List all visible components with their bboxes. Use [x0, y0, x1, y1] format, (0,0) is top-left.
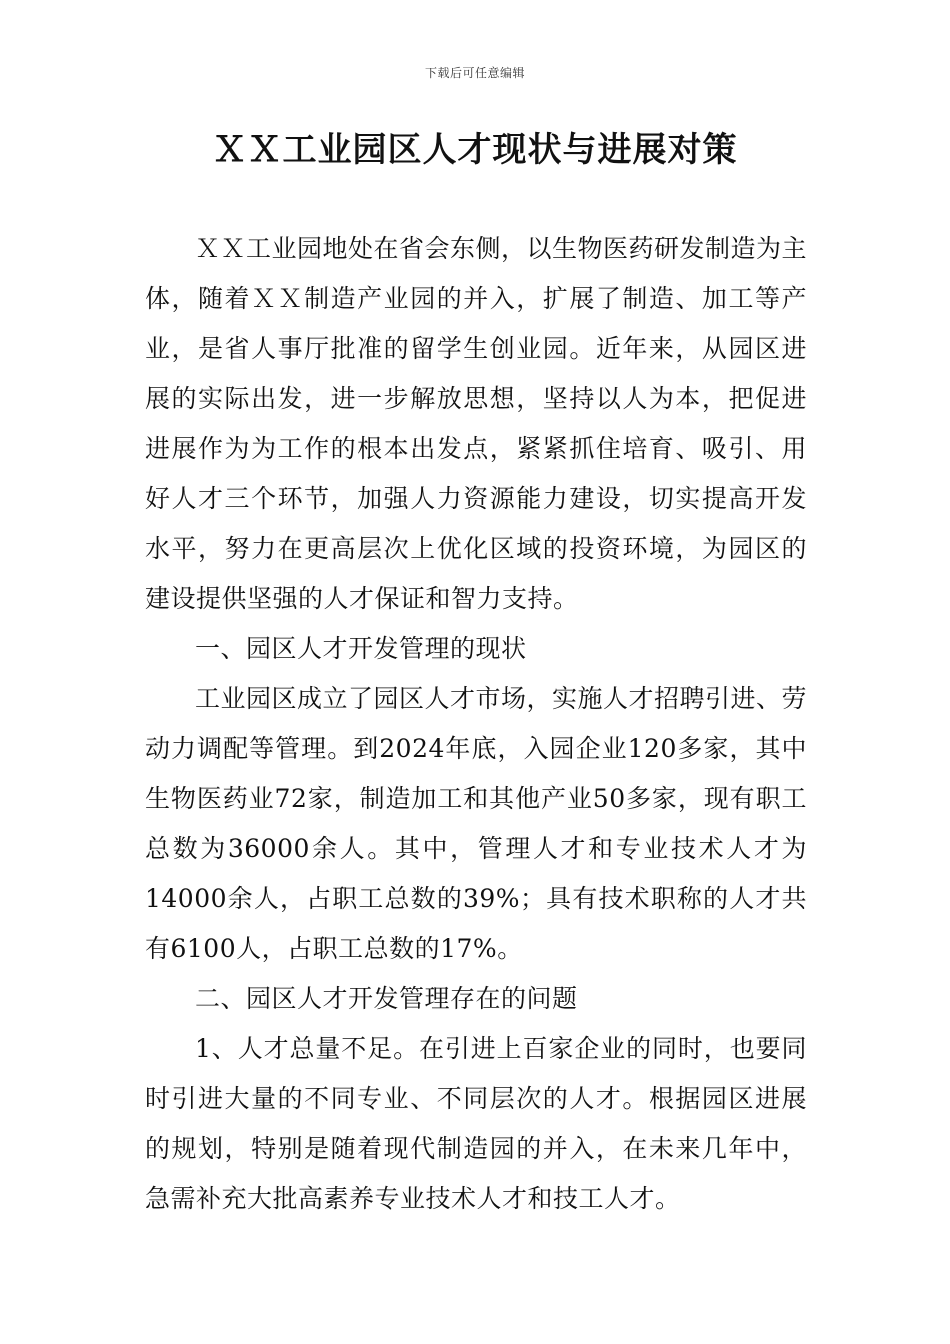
section-heading-problems: 二、园区人才开发管理存在的问题	[195, 984, 578, 1013]
header-note: 下载后可任意编辑	[424, 66, 525, 80]
paragraph-intro: ＸＸ工业园地处在省会东侧，以生物医药研发制造为主体，随着ＸＸ制造产业园的并入，扩展了制造、加工等产业，是省人事厅批准的留学生创业园。近年来，从园区进展的实际出发，进一步解放思想，坚持以人为本，把促进进展作为为工作的根本出发点，紧紧抓住培育、吸引、用好人才三个环节，加强人力资源能力建设，切实提高开发水平，努力在更高层次上优化区域的投资环境，为园区的建设提供坚强的人才保证和智力支持。	[145, 234, 808, 613]
document-title: ＸＸ工业园区人才现状与进展对策	[212, 130, 738, 170]
paragraph-problem-1: 1、人才总量不足。在引进上百家企业的同时，也要同时引进大量的不同专业、不同层次的人才。根据园区进展的规划，特别是随着现代制造园的并入，在未来几年中，急需补充大批高素养专业技术人才和技工人才。	[145, 1034, 807, 1213]
paragraph-status: 工业园区成立了园区人才市场，实施人才招聘引进、劳动力调配等管理。到2024年底，入园企业120多家，其中生物医药业72家，制造加工和其他产业50多家，现有职工总数为36000余人。其中，管理人才和专业技术人才为14000余人，占职工总数的39%；具有技术职称的人才共有6100人，占职工总数的17%。	[145, 684, 808, 963]
document-body	[145, 224, 807, 1224]
section-heading-status: 一、园区人才开发管理的现状	[195, 634, 527, 663]
